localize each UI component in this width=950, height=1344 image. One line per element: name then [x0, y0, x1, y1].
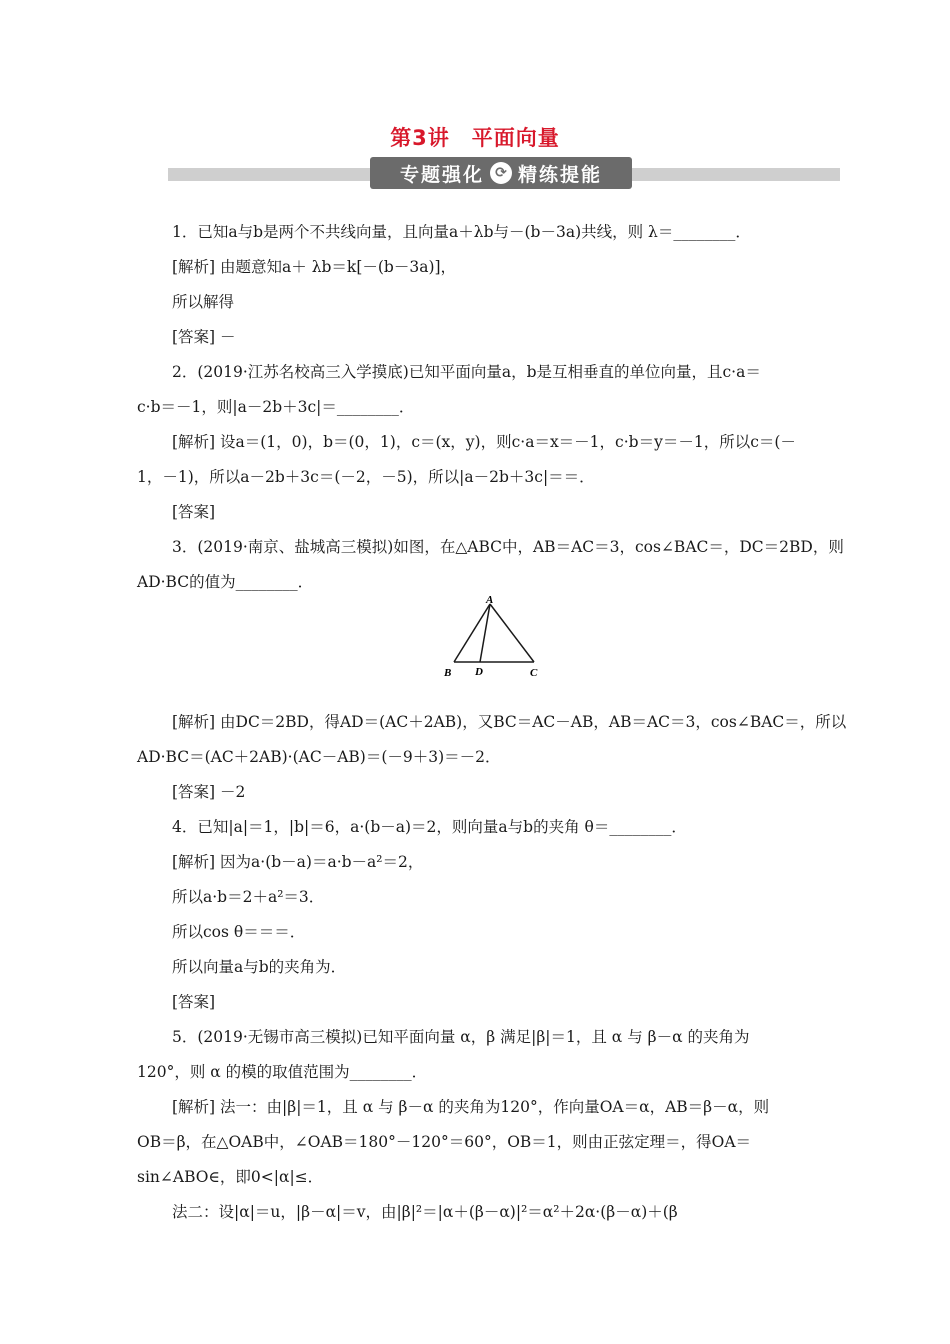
- text-line: [答案] －: [172, 328, 236, 346]
- rotate-icon: ⟳: [490, 162, 512, 184]
- text-line: [答案]: [172, 503, 216, 521]
- text-line: AD·BC＝(AC＋2AB)·(AC－AB)＝(－9＋3)＝－2．: [137, 748, 501, 766]
- vertex-label-C: C: [530, 667, 538, 679]
- vertex-label-B: B: [444, 667, 452, 679]
- text-line: [解析] 由题意知a＋ λb＝k[－(b－3a)]，: [172, 258, 457, 276]
- text-line: [解析] 因为a·(b－a)＝a·b－a²＝2，: [172, 853, 424, 871]
- banner-rule-left: [168, 168, 380, 181]
- text-line: 3．(2019·南京、盐城高三模拟)如图，在△ABC中，AB＝AC＝3，cos∠BAC＝，DC＝2BD，则: [172, 538, 844, 556]
- text-line: [解析] 设a＝(1，0)，b＝(0，1)，c＝(x，y)，则c·a＝x＝－1，c·b＝y＝－1，所以c＝(－: [172, 433, 796, 451]
- text-line: 所以a·b＝2＋a²＝3．: [172, 888, 325, 906]
- text-line: [解析] 法一：由|β|＝1，且 α 与 β－α 的夹角为120°，作向量OA＝α，AB＝β－α，则: [172, 1098, 770, 1116]
- text-line: [答案]: [172, 993, 216, 1011]
- text-line: 所以解得: [172, 293, 235, 311]
- banner-left-text: 专题强化: [399, 163, 484, 186]
- text-line: AD·BC的值为________．: [137, 573, 314, 591]
- banner-right-text: 精练提能: [518, 163, 603, 186]
- text-line: 1．已知a与b是两个不共线向量，且向量a＋λb与－(b－3a)共线，则 λ＝________．: [172, 223, 751, 241]
- text-line: 法二：设|α|＝u，|β－α|＝v，由|β|²＝|α＋(β－α)|²＝α²＋2α·(β－α)＋(β: [172, 1203, 678, 1221]
- point-label-D: D: [475, 666, 483, 678]
- text-line: 所以向量a与b的夹角为．: [172, 958, 347, 976]
- triangle-figure: [440, 592, 560, 682]
- text-line: sin∠ABO∈，即0<|α|≤．: [137, 1168, 324, 1186]
- text-line: [解析] 由DC＝2BD，得AD＝(AC＋2AB)，又BC＝AC－AB，AB＝AC＝3，cos∠BAC＝，所以: [172, 713, 847, 731]
- side-AC: [490, 604, 534, 662]
- text-line: 120°，则 α 的模的取值范围为________．: [137, 1063, 428, 1081]
- section-banner: [370, 157, 632, 189]
- text-line: 2．(2019·江苏名校高三入学摸底)已知平面向量a，b是互相垂直的单位向量，且c·a＝: [172, 363, 761, 381]
- text-line: 所以cos θ＝＝＝．: [172, 923, 306, 941]
- text-line: 4．已知|a|＝1，|b|＝6，a·(b－a)＝2，则向量a与b的夹角 θ＝________．: [172, 818, 687, 836]
- text-line: 1，－1)，所以a－2b＋3c＝(－2，－5)，所以|a－2b＋3c|＝＝．: [137, 468, 595, 486]
- text-line: c·b＝－1，则|a－2b＋3c|＝________．: [137, 398, 415, 416]
- text-line: 5．(2019·无锡市高三模拟)已知平面向量 α，β 满足|β|＝1，且 α 与 β－α 的夹角为: [172, 1028, 750, 1046]
- banner-rule-right: [618, 168, 840, 181]
- vertex-label-A: A: [486, 594, 494, 606]
- text-line: OB＝β，在△OAB中，∠OAB＝180°－120°＝60°，OB＝1，则由正弦定理＝，得OA＝: [137, 1133, 752, 1151]
- text-line: [答案] －2: [172, 783, 246, 801]
- page-title: 第3讲 平面向量: [390, 126, 560, 150]
